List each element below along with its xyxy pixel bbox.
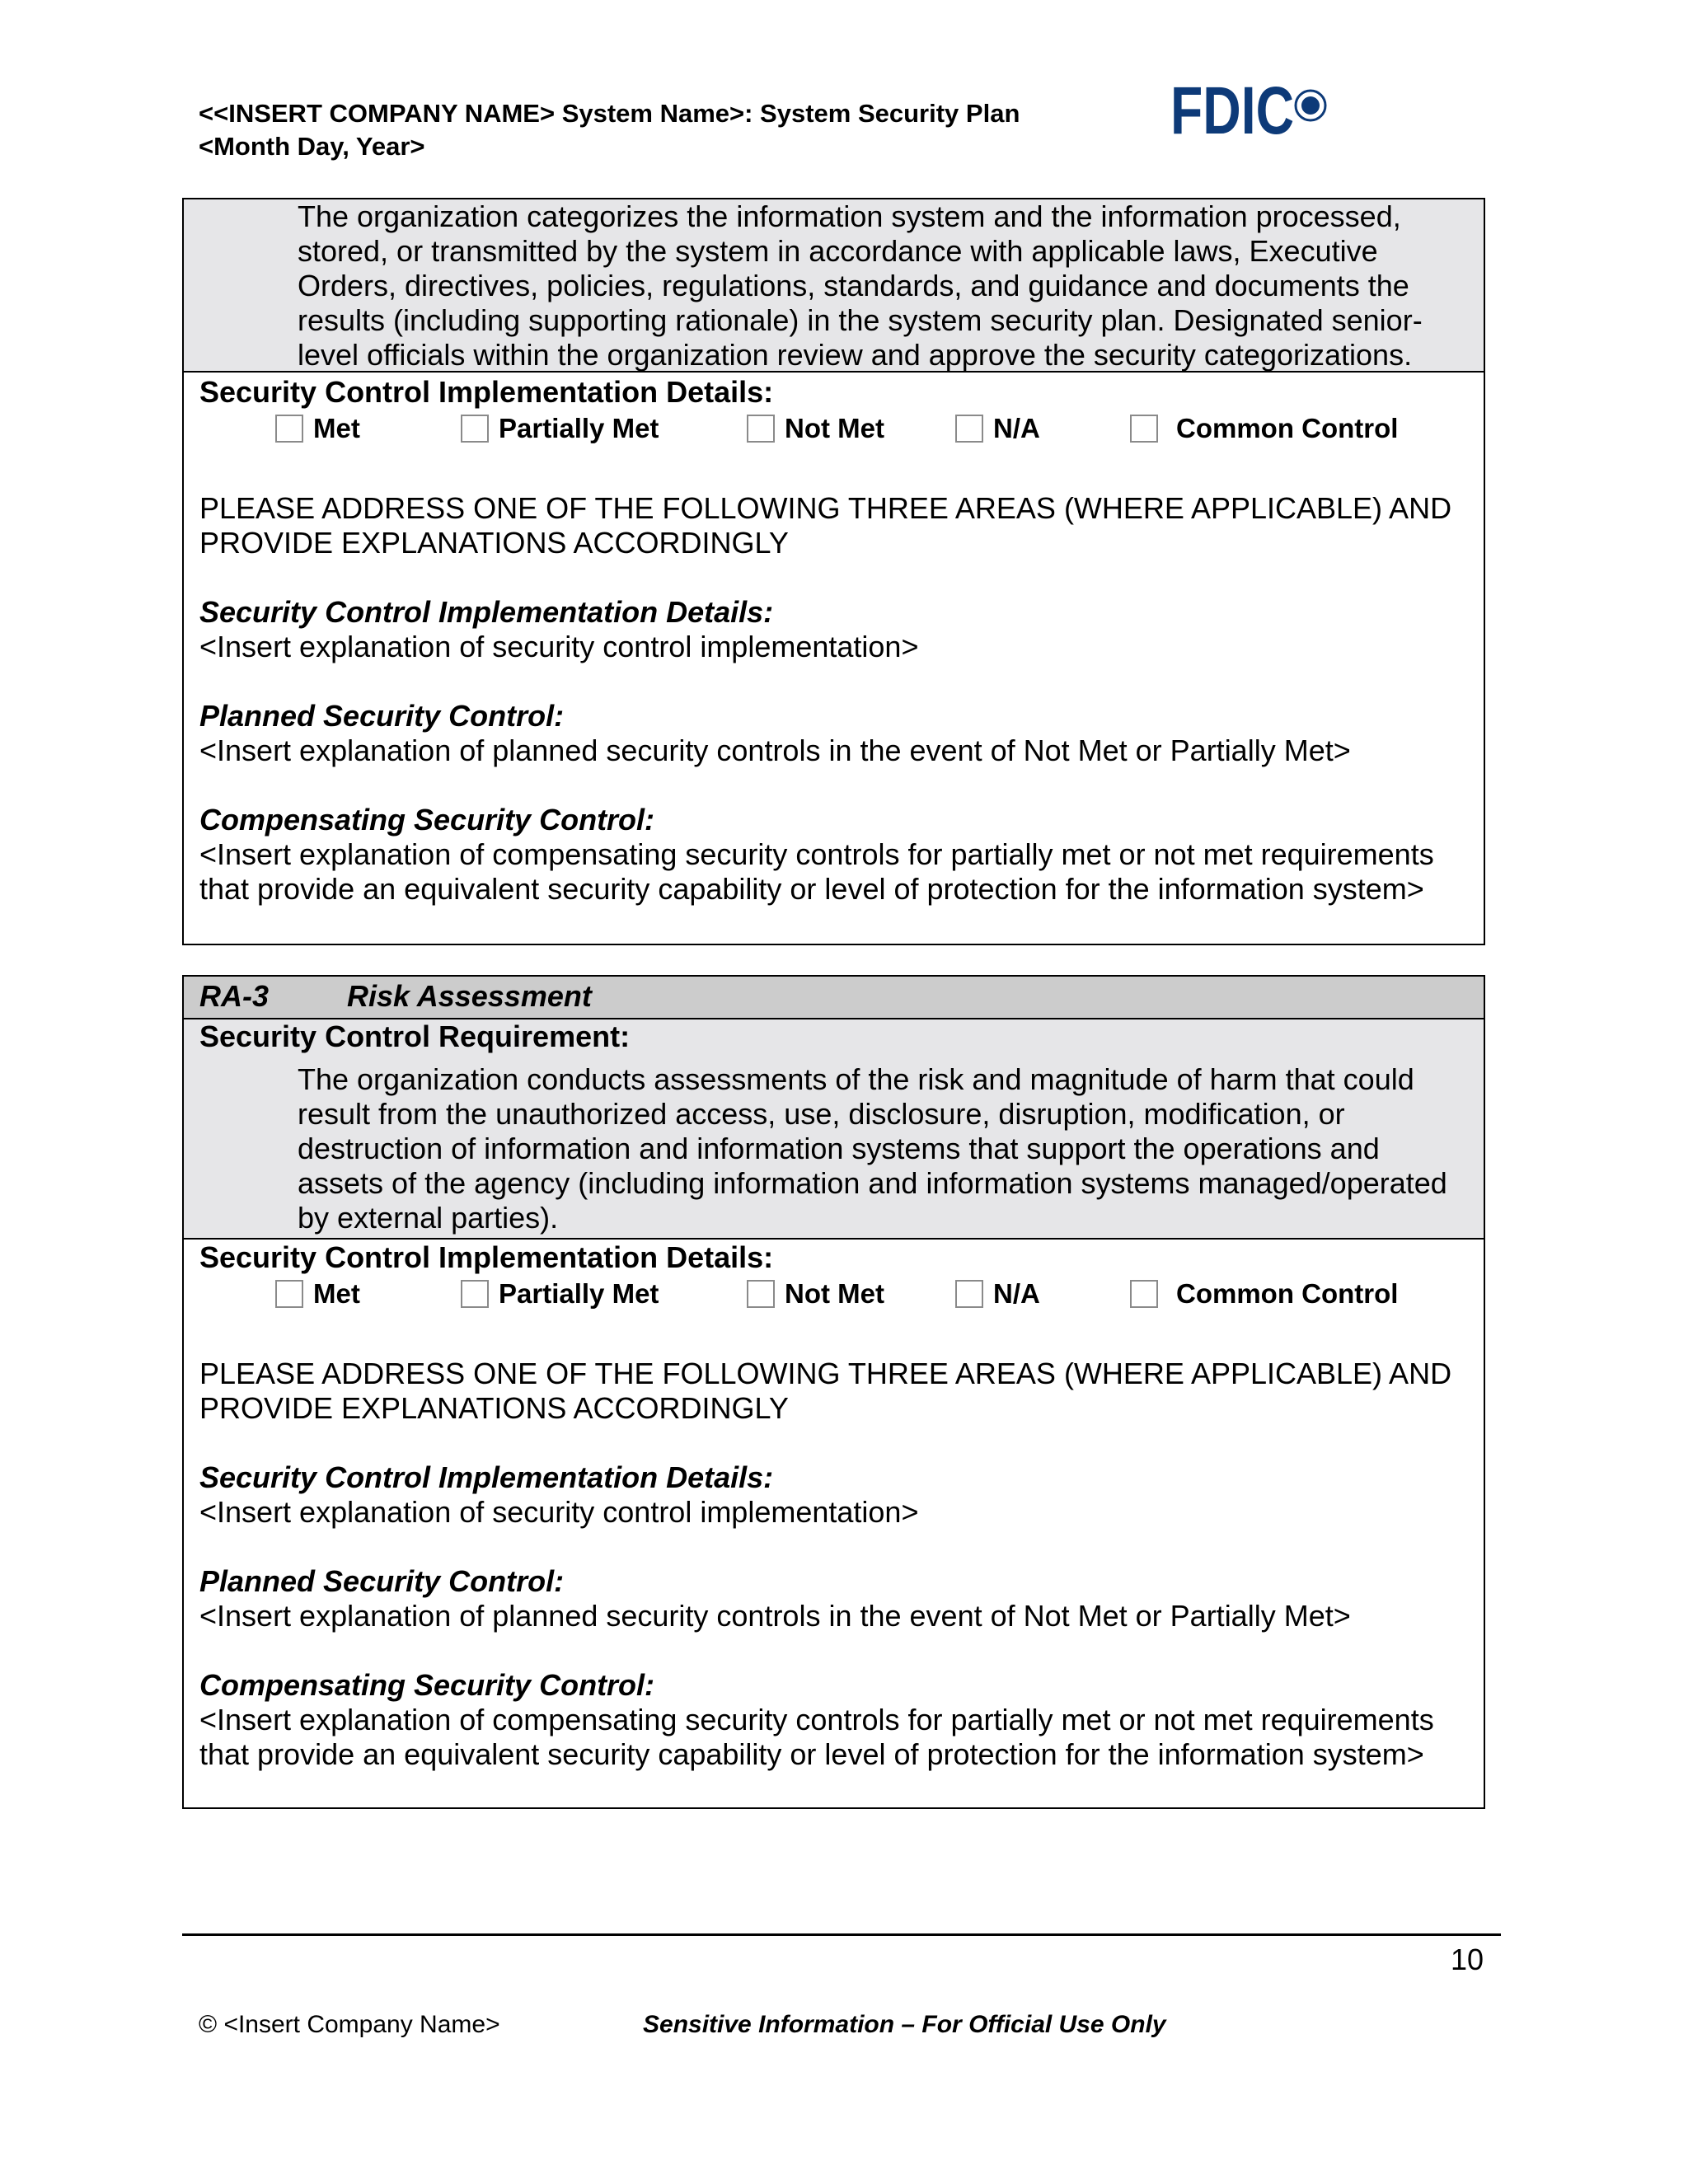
- logo-text: FDIC: [1170, 76, 1294, 142]
- checkbox-square-icon[interactable]: [275, 1280, 303, 1308]
- checkbox-partially-met[interactable]: [461, 411, 659, 446]
- requirement-text: The organization categorizes the information system and the information processed, stored, or transmitted by the system in accordance with applicable laws, Executive Orders, directives, policies, regulations, standards, and guidance and documents the results (including supporting rationale) in the system security plan. Designated senior-level officials within the organization review and approve the security categorizations.: [298, 199, 1423, 372]
- checkbox-label: Partially Met: [499, 413, 659, 443]
- planned-heading: Planned Security Control:: [199, 699, 565, 733]
- checkbox-square-icon[interactable]: [461, 415, 489, 443]
- checkbox-label: N/A: [993, 413, 1040, 443]
- implementation-label: Security Control Implementation Details:: [199, 375, 774, 409]
- planned-heading: Planned Security Control:: [199, 1564, 565, 1598]
- checkbox-square-icon[interactable]: [1130, 1280, 1158, 1308]
- checkbox-common-control[interactable]: [1130, 411, 1398, 446]
- impl-heading: Security Control Implementation Details:: [199, 595, 774, 629]
- checkbox-label: Partially Met: [499, 1278, 659, 1309]
- checkbox-label: Not Met: [785, 413, 884, 443]
- control-title-bar: [184, 977, 1484, 1019]
- control-id: RA-3: [199, 979, 270, 1013]
- checkbox-square-icon[interactable]: [955, 1280, 983, 1308]
- footer-sensitivity: Sensitive Information – For Official Use Only: [643, 2011, 1166, 2038]
- impl-placeholder[interactable]: <Insert explanation of security control implementation>: [199, 1495, 919, 1529]
- status-checkboxes: [184, 1277, 1484, 1311]
- requirement-section: [184, 199, 1484, 373]
- document-header: [199, 97, 1020, 163]
- requirement-section: [184, 1019, 1484, 1240]
- implementation-label: Security Control Implementation Details:: [199, 1240, 774, 1274]
- compensating-heading: Compensating Security Control:: [199, 1668, 655, 1702]
- checkbox-na[interactable]: [955, 1277, 1040, 1311]
- control-block-ra-3: [182, 975, 1485, 1809]
- fdic-logo: [1170, 76, 1327, 142]
- checkbox-square-icon[interactable]: [955, 415, 983, 443]
- seal-inner-icon: [1301, 96, 1320, 115]
- planned-placeholder[interactable]: <Insert explanation of planned security controls in the event of Not Met or Partially Met>: [199, 1599, 1351, 1633]
- checkbox-met[interactable]: [275, 1277, 360, 1311]
- compensating-heading: Compensating Security Control:: [199, 803, 655, 837]
- checkbox-label: Met: [313, 413, 360, 443]
- checkbox-square-icon[interactable]: [747, 1280, 775, 1308]
- checkbox-label: N/A: [993, 1278, 1040, 1309]
- header-title: <<INSERT COMPANY NAME> System Name>: System Security Plan: [199, 99, 1020, 128]
- status-checkboxes: [184, 411, 1484, 446]
- header-date: <Month Day, Year>: [199, 132, 425, 161]
- checkbox-label: Common Control: [1176, 413, 1399, 443]
- checkbox-square-icon[interactable]: [747, 415, 775, 443]
- checkbox-met[interactable]: [275, 411, 360, 446]
- checkbox-label: Met: [313, 1278, 360, 1309]
- requirement-label: Security Control Requirement:: [199, 1019, 631, 1053]
- requirement-text: The organization conducts assessments of the risk and magnitude of harm that could result from the unauthorized access, use, disclosure, disruption, modification, or destruction of information and information systems that support the operations and assets of the agency (including information and information systems managed/operated by external parties).: [298, 1062, 1447, 1235]
- instruction-text: PLEASE ADDRESS ONE OF THE FOLLOWING THREE AREAS (WHERE APPLICABLE) AND PROVIDE EXPLANATIONS ACCORDINGLY: [199, 491, 1452, 560]
- compensating-placeholder[interactable]: <Insert explanation of compensating security controls for partially met or not met requirements that provide an equivalent security capability or level of protection for the information system>: [199, 1703, 1434, 1771]
- compensating-placeholder[interactable]: <Insert explanation of compensating security controls for partially met or not met requirements that provide an equivalent security capability or level of protection for the information system>: [199, 837, 1434, 906]
- checkbox-square-icon[interactable]: [461, 1280, 489, 1308]
- checkbox-not-met[interactable]: [747, 411, 884, 446]
- instruction-text: PLEASE ADDRESS ONE OF THE FOLLOWING THREE AREAS (WHERE APPLICABLE) AND PROVIDE EXPLANATIONS ACCORDINGLY: [199, 1357, 1452, 1425]
- footer-copyright: © <Insert Company Name>: [199, 2011, 500, 2038]
- checkbox-na[interactable]: [955, 411, 1040, 446]
- checkbox-not-met[interactable]: [747, 1277, 884, 1311]
- planned-placeholder[interactable]: <Insert explanation of planned security controls in the event of Not Met or Partially Met>: [199, 733, 1351, 767]
- page-number: 10: [1450, 1943, 1484, 1976]
- impl-placeholder[interactable]: <Insert explanation of security control implementation>: [199, 630, 919, 663]
- footer-divider: [182, 1933, 1501, 1936]
- checkbox-partially-met[interactable]: [461, 1277, 659, 1311]
- impl-heading: Security Control Implementation Details:: [199, 1460, 774, 1494]
- control-block-1: [182, 198, 1485, 945]
- checkbox-square-icon[interactable]: [1130, 415, 1158, 443]
- checkbox-square-icon[interactable]: [275, 415, 303, 443]
- checkbox-label: Common Control: [1176, 1278, 1399, 1309]
- checkbox-label: Not Met: [785, 1278, 884, 1309]
- checkbox-common-control[interactable]: [1130, 1277, 1398, 1311]
- control-name: Risk Assessment: [347, 979, 592, 1013]
